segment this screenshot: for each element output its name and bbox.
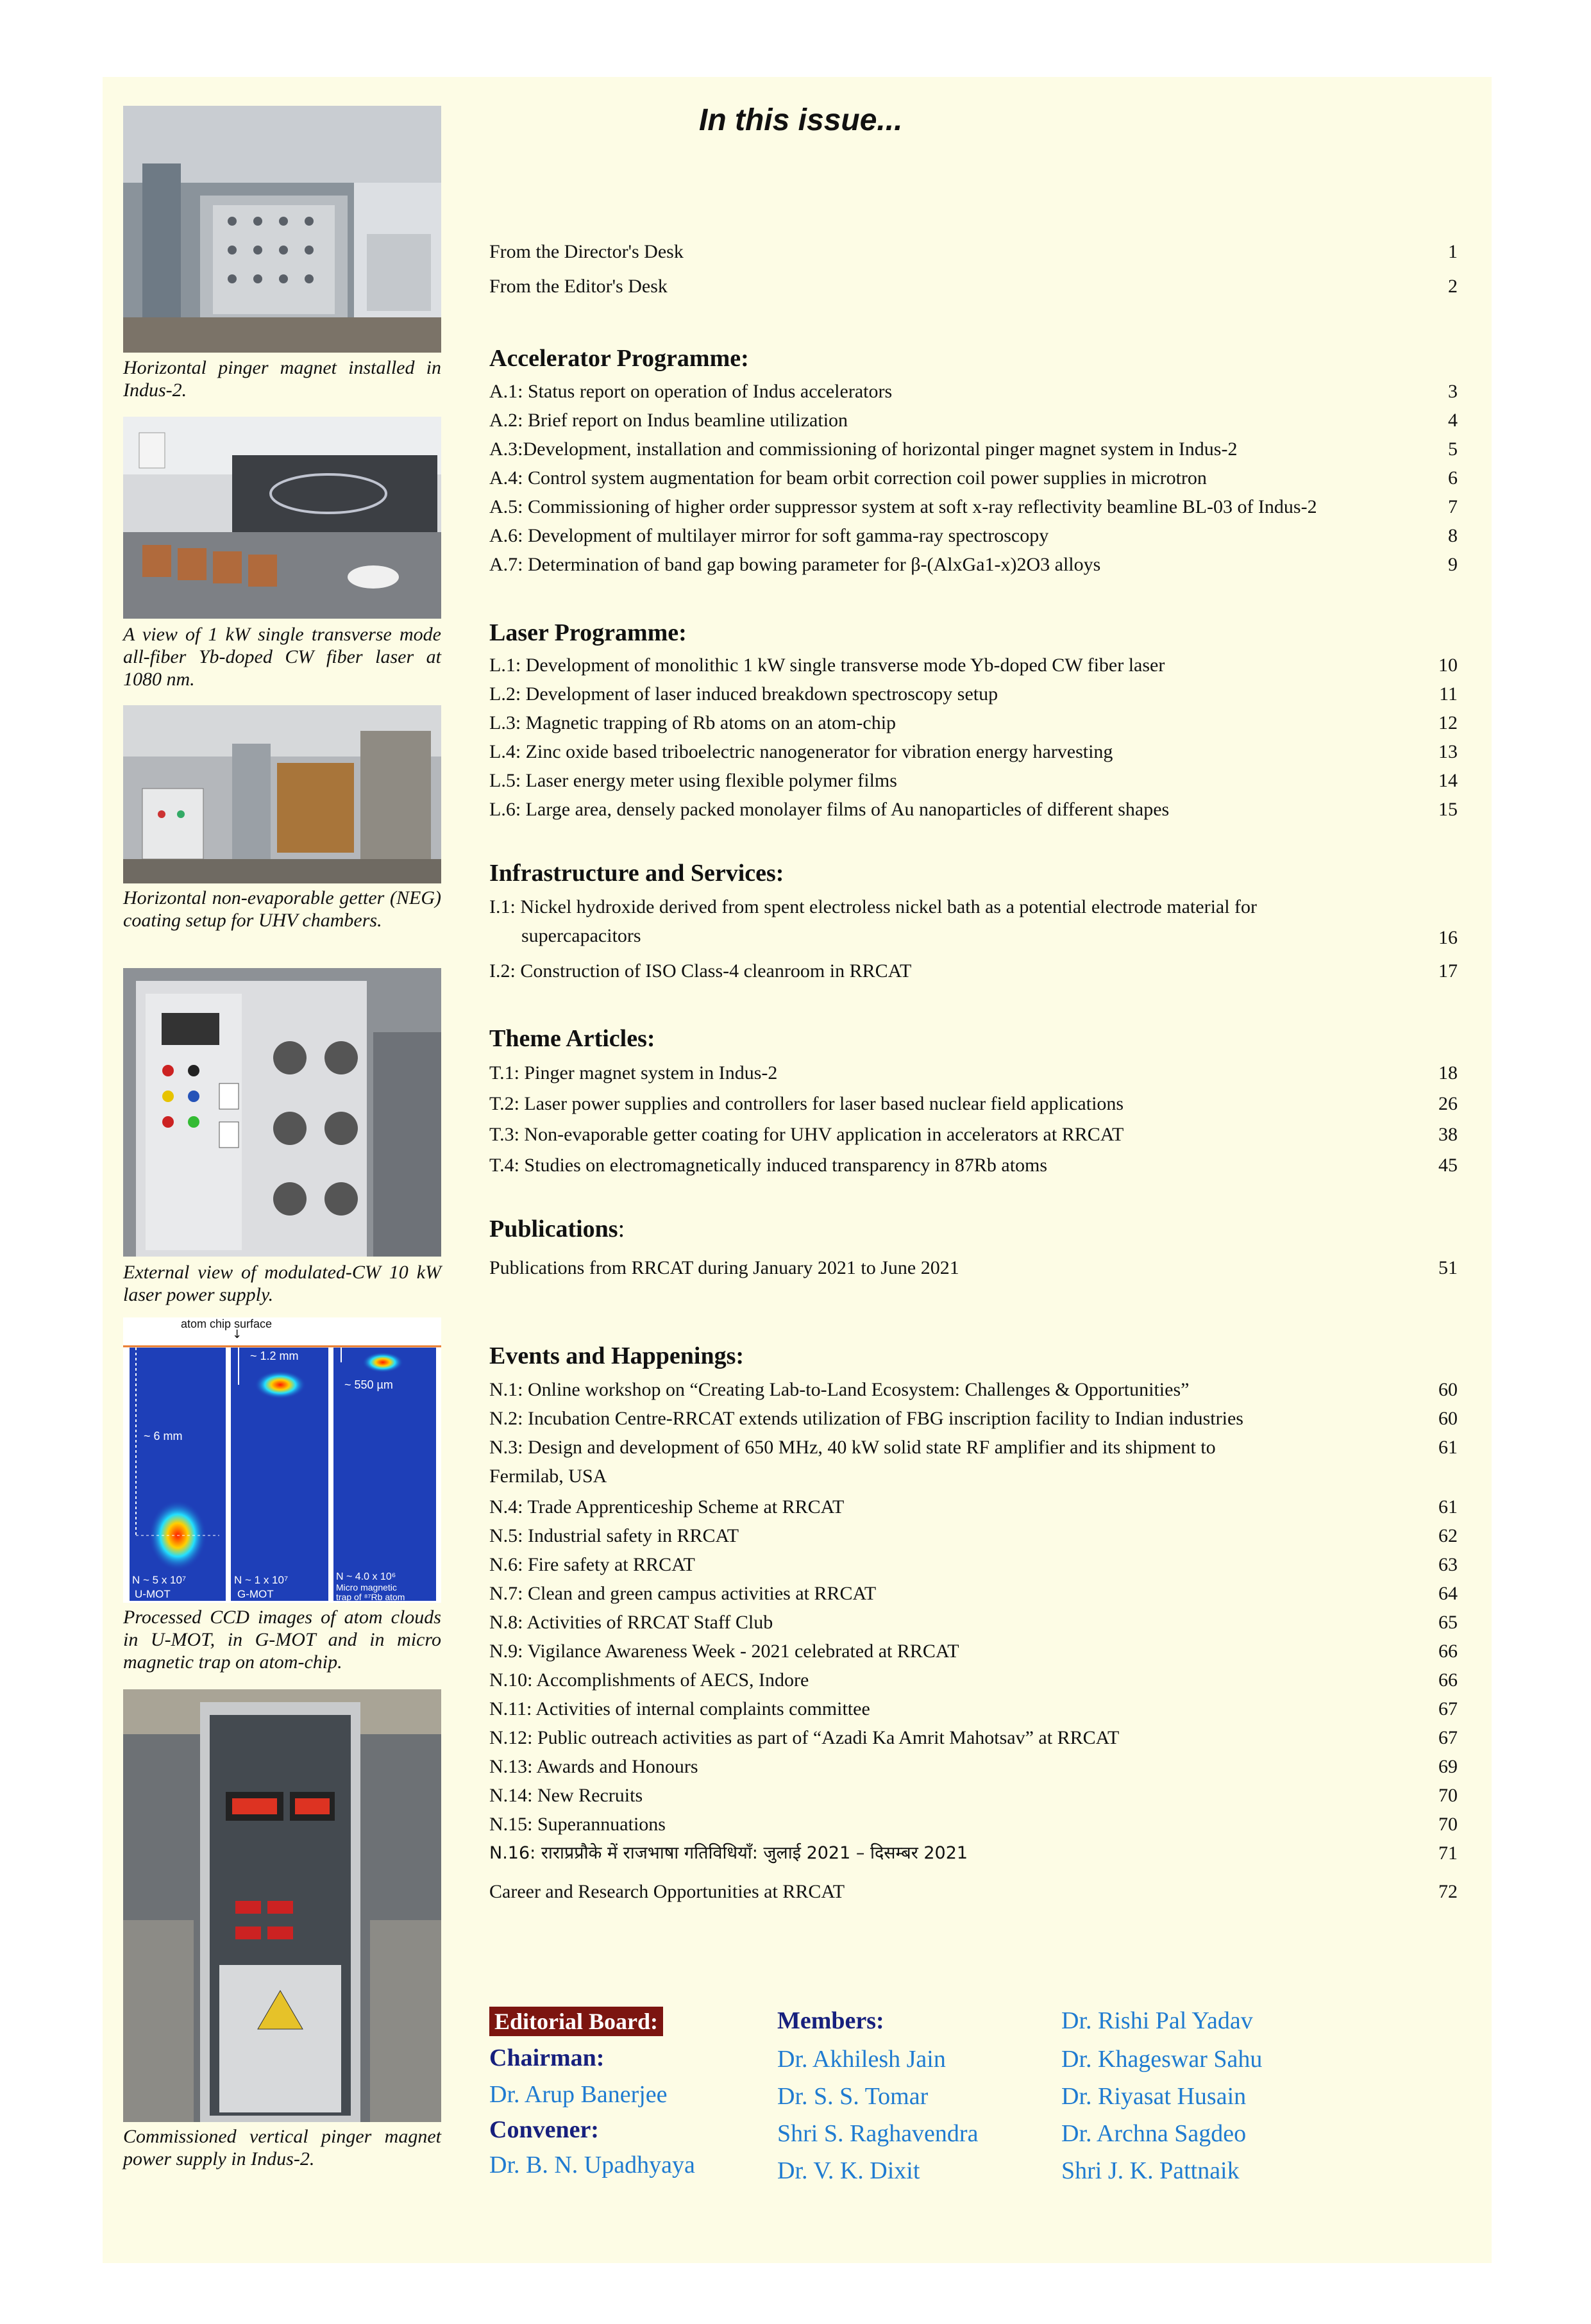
toc-item-text: A.6: Development of multilayer mirror for soft gamma-ray spectroscopy <box>489 525 1049 546</box>
convener-label: Convener: <box>489 2116 599 2143</box>
toc-page-number: 18 <box>1438 1062 1458 1083</box>
toc-item-text: A.1: Status report on operation of Indus accelerators <box>489 381 893 402</box>
toc-page-number: 60 <box>1438 1408 1458 1429</box>
toc-page-number: 26 <box>1438 1093 1458 1114</box>
gmot-cloud <box>255 1371 306 1399</box>
pinger-magnet-photo <box>123 106 441 353</box>
member-name: Dr. Rishi Pal Yadav <box>1061 2007 1253 2034</box>
toc-item-text: From the Director's Desk <box>489 241 684 262</box>
toc-page-number: 71 <box>1438 1843 1458 1864</box>
toc-item-text: N.9: Vigilance Awareness Week - 2021 celebrated at RRCAT <box>489 1641 959 1662</box>
toc-item-text: N.7: Clean and green campus activities at RRCAT <box>489 1583 877 1604</box>
ccd-dist-1: ~ 1.2 mm <box>250 1350 299 1362</box>
toc-page-number: 3 <box>1448 381 1458 402</box>
toc-item-text: L.2: Development of laser induced breakdown spectroscopy setup <box>489 683 998 705</box>
caption-ccd-images: Processed CCD images of atom clouds in U-MOT, in G-MOT and in micro magnetic trap on atom-chip. <box>123 1607 441 1673</box>
member-name: Dr. Akhilesh Jain <box>777 2046 946 2073</box>
member-name: Shri S. Raghavendra <box>777 2120 979 2147</box>
ccd-top-label: atom chip surface <box>181 1317 273 1330</box>
member-name: Dr. V. K. Dixit <box>777 2157 920 2184</box>
toc-item-text: T.2: Laser power supplies and controllers for laser based nuclear field applications <box>489 1093 1124 1114</box>
member-name: Dr. Archna Sagdeo <box>1061 2120 1247 2147</box>
toc-page-number: 1 <box>1448 241 1458 262</box>
toc-page-number: 7 <box>1448 496 1458 517</box>
ccd-label-umot: U-MOT <box>135 1588 171 1600</box>
toc-page-number: 14 <box>1438 770 1458 791</box>
chairman-name: Dr. Arup Banerjee <box>489 2081 668 2108</box>
toc-item-text: A.5: Commissioning of higher order suppressor system at soft x-ray reflectivity beamline BL-03 of Indus-2 <box>489 496 1317 517</box>
section-heading-theme: Theme Articles: <box>489 1025 655 1052</box>
convener-name: Dr. B. N. Upadhyaya <box>489 2152 695 2178</box>
toc-item-text: From the Editor's Desk <box>489 276 668 297</box>
toc-item-text: N.4: Trade Apprenticeship Scheme at RRCAT <box>489 1496 845 1517</box>
toc-item-n3[interactable] <box>489 1436 1458 1494</box>
toc-item-text: supercapacitors <box>521 925 641 946</box>
toc-page-number: 13 <box>1438 741 1458 762</box>
toc-page-number: 5 <box>1448 439 1458 460</box>
toc-page-number: 11 <box>1439 683 1458 705</box>
toc-item-text: I.1: Nickel hydroxide derived from spent electroless nickel bath as a potential electrode material for <box>489 896 1258 917</box>
section-heading-infrastructure: Infrastructure and Services: <box>489 860 784 887</box>
toc-page-number: 66 <box>1438 1669 1458 1691</box>
section-heading-laser: Laser Programme: <box>489 619 687 646</box>
toc-item-text: L.3: Magnetic trapping of Rb atoms on an atom-chip <box>489 712 897 733</box>
ccd-count-3: N ~ 4.0 x 10⁶ <box>336 1571 396 1582</box>
toc-item-text: T.3: Non-evaporable getter coating for UHV application in accelerators at RRCAT <box>489 1124 1124 1145</box>
toc-page-number: 62 <box>1438 1525 1458 1546</box>
toc-page-number: 70 <box>1438 1785 1458 1806</box>
ccd-arrow-icon: ↓ <box>232 1328 242 1341</box>
toc-page-number: 69 <box>1438 1756 1458 1777</box>
toc-item-text: Publications from RRCAT during January 2021 to June 2021 <box>489 1257 959 1278</box>
neg-coating-photo <box>123 705 441 883</box>
toc-item-text: Career and Research Opportunities at RRCAT <box>489 1881 845 1902</box>
ccd-label-micro-2: trap of ⁸⁷Rb atom <box>336 1592 405 1602</box>
fiber-laser-photo <box>123 417 441 619</box>
chairman-label: Chairman: <box>489 2044 605 2071</box>
toc-page-number: 2 <box>1448 276 1458 297</box>
toc-page-number: 16 <box>1438 927 1458 948</box>
ccd-count-1: N ~ 5 x 10⁷ <box>132 1574 187 1586</box>
toc-item-text: A.3:Development, installation and commissioning of horizontal pinger magnet system in Indus-2 <box>489 439 1238 460</box>
ccd-atom-cloud-figure <box>123 1317 441 1603</box>
member-name: Dr. Riyasat Husain <box>1061 2083 1247 2110</box>
micro-trap-cloud <box>362 1352 403 1373</box>
toc-item-text: N.1: Online workshop on “Creating Lab-to-Land Ecosystem: Challenges & Opportunities” <box>489 1379 1190 1400</box>
member-name: Shri J. K. Pattnaik <box>1061 2157 1240 2184</box>
toc-page-number: 51 <box>1438 1257 1458 1278</box>
toc-page-number: 63 <box>1438 1554 1458 1575</box>
toc-page-number: 15 <box>1438 799 1458 820</box>
toc-item-text: I.2: Construction of ISO Class-4 cleanroom in RRCAT <box>489 960 912 982</box>
toc-item-text: T.1: Pinger magnet system in Indus-2 <box>489 1062 778 1083</box>
toc-item-text: A.7: Determination of band gap bowing parameter for β-(AlxGa1-x)2O3 alloys <box>489 554 1101 575</box>
toc-item-text: N.11: Activities of internal complaints committee <box>489 1698 870 1719</box>
toc-item-text: N.10: Accomplishments of AECS, Indore <box>489 1669 809 1691</box>
toc-page-number: 6 <box>1448 467 1458 489</box>
toc-item-text: N.15: Superannuations <box>489 1814 666 1835</box>
toc-page-number: 61 <box>1438 1496 1458 1517</box>
toc-page-number: 67 <box>1438 1727 1458 1748</box>
toc-item-text: N.3: Design and development of 650 MHz, 40 kW solid state RF amplifier and its shipment to <box>489 1437 1216 1458</box>
toc-item-text: N.14: New Recruits <box>489 1785 643 1806</box>
ccd-dist-3: ~ 6 mm <box>144 1430 183 1442</box>
toc-item-text: T.4: Studies on electromagnetically induced transparency in 87Rb atoms <box>489 1155 1048 1176</box>
toc-item-text: N.6: Fire safety at RRCAT <box>489 1554 695 1575</box>
section-heading-publications: Publications: <box>489 1216 625 1242</box>
toc-page-number: 9 <box>1448 554 1458 575</box>
caption-laser-power-supply: External view of modulated-CW 10 kW laser power supply. <box>123 1262 441 1305</box>
toc-item-text: N.16: राराप्रप्रौके में राजभाषा गतिविधियाँ: जुलाई 2021 – दिसम्बर 2021 <box>489 1843 968 1863</box>
toc-item-text: L.6: Large area, densely packed monolayer films of Au nanoparticles of different shapes <box>489 799 1170 820</box>
toc-item-text: L.5: Laser energy meter using flexible polymer films <box>489 770 897 791</box>
caption-fiber-laser: A view of 1 kW single transverse mode all-fiber Yb-doped CW fiber laser at 1080 nm. <box>123 624 441 690</box>
page-title: In this issue... <box>699 103 903 137</box>
toc-page-number: 72 <box>1438 1881 1458 1902</box>
toc-page-number: 8 <box>1448 525 1458 546</box>
toc-page-number: 65 <box>1438 1612 1458 1633</box>
members-label: Members: <box>777 2007 884 2034</box>
toc-page-number: 61 <box>1438 1437 1458 1458</box>
toc-page-number: 4 <box>1448 410 1458 431</box>
toc-page-number: 10 <box>1438 655 1458 676</box>
ccd-dist-2: ~ 550 µm <box>344 1378 393 1391</box>
pinger-power-supply-photo <box>123 1689 441 2122</box>
toc-page-number: 64 <box>1438 1583 1458 1604</box>
toc-item-text: A.2: Brief report on Indus beamline utilization <box>489 410 848 431</box>
caption-pinger-magnet: Horizontal pinger magnet installed in Indus-2. <box>123 357 441 401</box>
member-name: Dr. S. S. Tomar <box>777 2083 929 2110</box>
toc-item-text: A.4: Control system augmentation for beam orbit correction coil power supplies in microtron <box>489 467 1207 489</box>
toc-page-number: 38 <box>1438 1124 1458 1145</box>
ccd-label-micro-1: Micro magnetic <box>336 1582 397 1593</box>
toc-page-number: 67 <box>1438 1698 1458 1719</box>
ccd-count-2: N ~ 1 x 10⁷ <box>234 1574 289 1586</box>
toc-page-number: 45 <box>1438 1155 1458 1176</box>
laser-power-supply-photo <box>123 968 441 1257</box>
toc-item-text: N.13: Awards and Honours <box>489 1756 698 1777</box>
toc-page-number: 60 <box>1438 1379 1458 1400</box>
caption-neg-coating: Horizontal non-evaporable getter (NEG) coating setup for UHV chambers. <box>123 887 441 931</box>
ccd-label-gmot: G-MOT <box>237 1588 274 1600</box>
caption-pinger-power-supply: Commissioned vertical pinger magnet power supply in Indus-2. <box>123 2126 441 2169</box>
toc-item-text: L.4: Zinc oxide based triboelectric nanogenerator for vibration energy harvesting <box>489 741 1113 762</box>
toc-page-number: 12 <box>1438 712 1458 733</box>
toc-item-i1[interactable] <box>489 896 1458 953</box>
toc-page-number: 66 <box>1438 1641 1458 1662</box>
toc-page-number: 70 <box>1438 1814 1458 1835</box>
toc-item-text: Fermilab, USA <box>489 1466 607 1487</box>
toc-item-text: N.5: Industrial safety in RRCAT <box>489 1525 739 1546</box>
section-heading-accelerator: Accelerator Programme: <box>489 345 749 372</box>
editorial-board-label: Editorial Board: <box>489 2007 663 2036</box>
member-name: Dr. Khageswar Sahu <box>1061 2046 1263 2073</box>
section-heading-events: Events and Happenings: <box>489 1342 745 1369</box>
toc-page-number: 17 <box>1438 960 1458 982</box>
toc-item-text: N.12: Public outreach activities as part of “Azadi Ka Amrit Mahotsav” at RRCAT <box>489 1727 1120 1748</box>
toc-item-text: L.1: Development of monolithic 1 kW single transverse mode Yb-doped CW fiber laser <box>489 655 1165 676</box>
toc-item-text: N.2: Incubation Centre-RRCAT extends utilization of FBG inscription facility to Indian industries <box>489 1408 1243 1429</box>
toc-item-text: N.8: Activities of RRCAT Staff Club <box>489 1612 773 1633</box>
